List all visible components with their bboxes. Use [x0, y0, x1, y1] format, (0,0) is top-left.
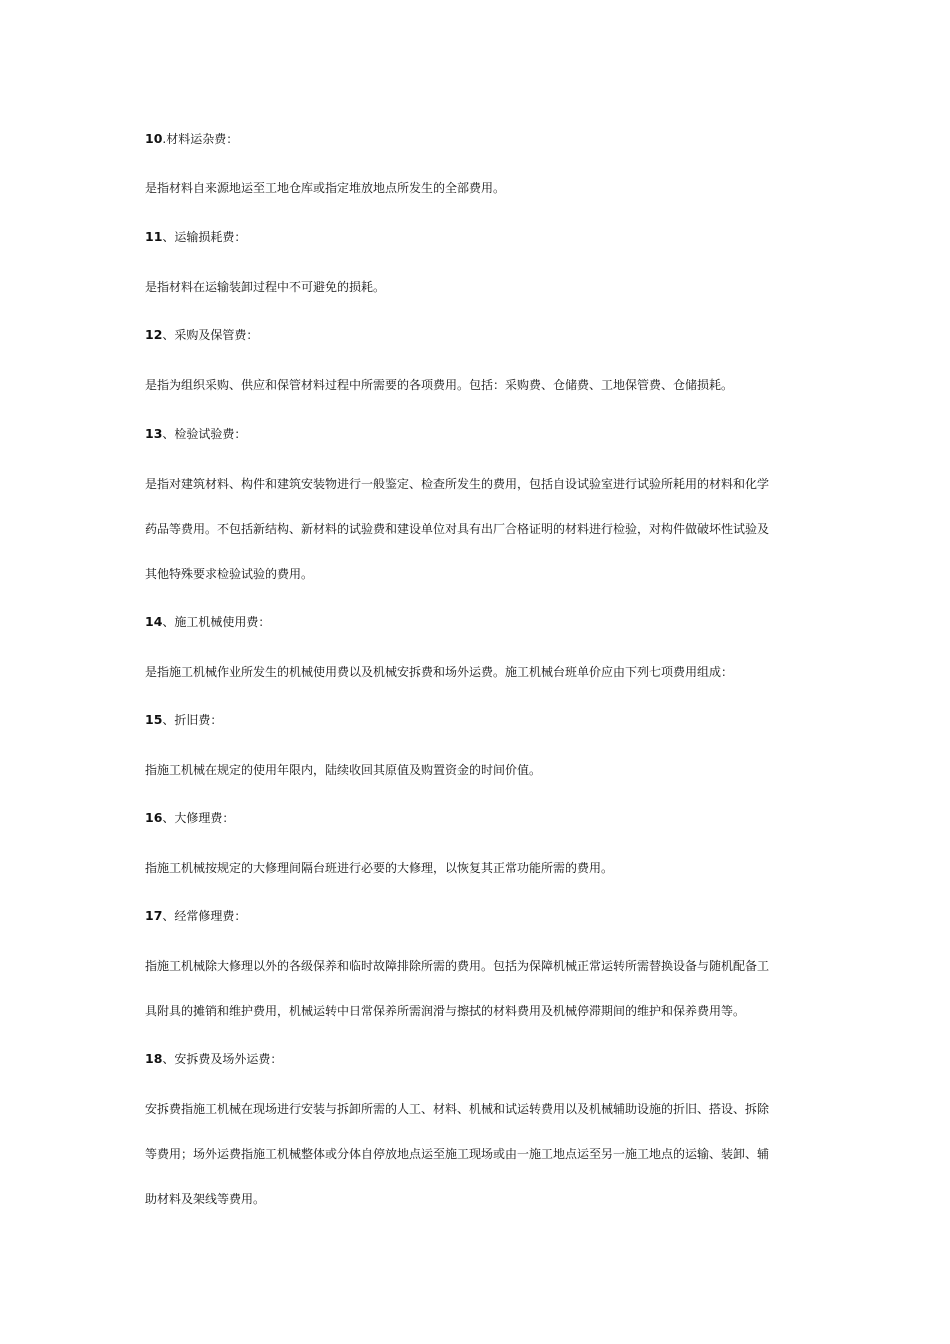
section-paragraph — [145, 1087, 815, 1222]
section-paragraph — [145, 748, 815, 793]
section-heading — [145, 712, 222, 728]
section-heading — [145, 131, 238, 147]
section-separator: 、 — [162, 811, 175, 825]
paragraph-line: 药品等费用。不包括新结构、新材料的试验费和建设单位对具有出厂合格证明的材料进行检验，对构件做破坏性试验及 — [145, 522, 770, 536]
paragraph-line: 是指材料自来源地运至工地仓库或指定堆放地点所发生的全部费用。 — [145, 181, 506, 195]
section-title: 大修理费： — [174, 811, 235, 825]
section-number: 15 — [145, 712, 163, 727]
section-heading — [145, 1051, 282, 1067]
section-title: 检验试验费： — [174, 427, 247, 441]
section-paragraph — [145, 166, 815, 211]
section-paragraph — [145, 944, 815, 1034]
section-heading — [145, 229, 246, 245]
section-paragraph — [145, 846, 815, 891]
paragraph-line: 指施工机械在规定的使用年限内，陆续收回其原值及购置资金的时间价值。 — [145, 763, 542, 777]
section-heading — [145, 614, 270, 630]
paragraph-line: 是指材料在运输装卸过程中不可避免的损耗。 — [145, 280, 386, 294]
paragraph-line: 助材料及架线等费用。 — [145, 1192, 266, 1206]
paragraph-line: 是指对建筑材料、构件和建筑安装物进行一般鉴定、检查所发生的费用，包括自设试验室进行试验所耗用的材料和化学 — [145, 477, 770, 491]
section-separator: . — [162, 132, 167, 146]
paragraph-line: 其他特殊要求检验试验的费用。 — [145, 567, 314, 581]
section-title: 采购及保管费： — [174, 328, 259, 342]
section-separator: 、 — [162, 427, 175, 441]
section-separator: 、 — [162, 1052, 175, 1066]
paragraph-line: 是指施工机械作业所发生的机械使用费以及机械安拆费和场外运费。施工机械台班单价应由下列七项费用组成： — [145, 665, 734, 679]
section-separator: 、 — [162, 328, 175, 342]
section-heading — [145, 327, 258, 343]
section-number: 16 — [145, 810, 163, 825]
section-number: 11 — [145, 229, 163, 244]
section-heading — [145, 426, 246, 442]
paragraph-line: 指施工机械除大修理以外的各级保养和临时故障排除所需的费用。包括为保障机械正常运转所需替换设备与随机配备工 — [145, 959, 770, 973]
section-number: 17 — [145, 908, 163, 923]
section-heading — [145, 810, 234, 826]
section-number: 18 — [145, 1051, 163, 1066]
section-title: 材料运杂费： — [166, 132, 239, 146]
section-paragraph — [145, 363, 815, 408]
section-separator: 、 — [162, 713, 175, 727]
section-title: 安拆费及场外运费： — [174, 1052, 283, 1066]
section-separator: 、 — [162, 615, 175, 629]
section-paragraph — [145, 462, 815, 597]
paragraph-line: 指施工机械按规定的大修理间隔台班进行必要的大修理，以恢复其正常功能所需的费用。 — [145, 861, 614, 875]
section-title: 施工机械使用费： — [174, 615, 271, 629]
section-heading — [145, 908, 246, 924]
section-paragraph — [145, 265, 815, 310]
section-title: 折旧费： — [174, 713, 223, 727]
section-number: 10 — [145, 131, 163, 146]
section-number: 13 — [145, 426, 163, 441]
paragraph-line: 具附具的摊销和维护费用，机械运转中日常保养所需润滑与擦拭的材料费用及机械停滞期间的维护和保养费用等。 — [145, 1004, 746, 1018]
paragraph-line: 安拆费指施工机械在现场进行安装与拆卸所需的人工、材料、机械和试运转费用以及机械辅助设施的折旧、搭设、拆除 — [145, 1102, 770, 1116]
section-title: 运输损耗费： — [174, 230, 247, 244]
section-title: 经常修理费： — [174, 909, 247, 923]
section-separator: 、 — [162, 909, 175, 923]
section-number: 12 — [145, 327, 163, 342]
section-paragraph — [145, 650, 815, 695]
paragraph-line: 是指为组织采购、供应和保管材料过程中所需要的各项费用。包括：采购费、仓储费、工地保管费、仓储损耗。 — [145, 378, 734, 392]
section-separator: 、 — [162, 230, 175, 244]
paragraph-line: 等费用；场外运费指施工机械整体或分体自停放地点运至施工现场或由一施工地点运至另一施工地点的运输、装卸、辅 — [145, 1147, 770, 1161]
section-number: 14 — [145, 614, 163, 629]
